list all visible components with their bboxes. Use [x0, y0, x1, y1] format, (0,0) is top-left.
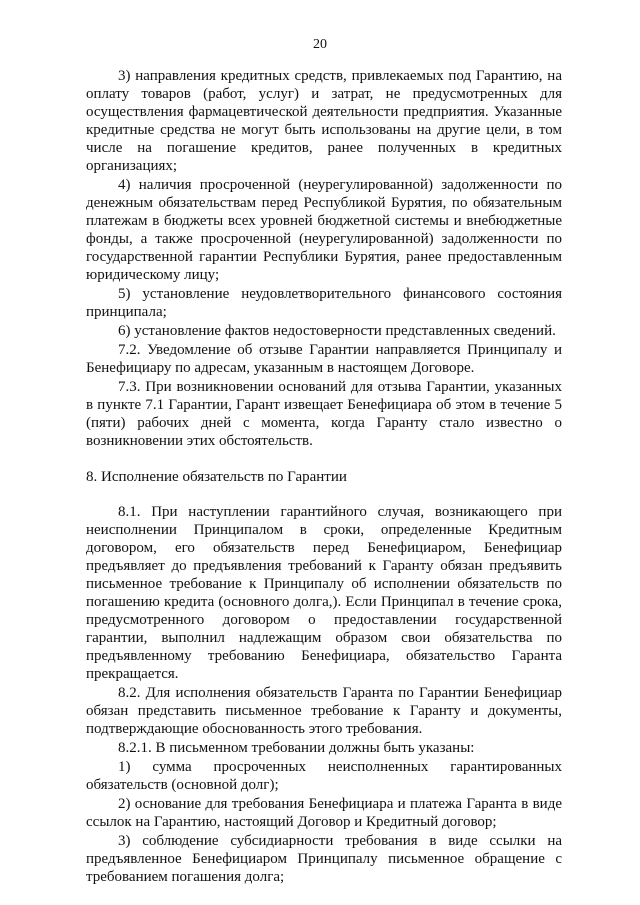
paragraph: 7.2. Уведомление об отзыве Гарантии направляется Принципалу и Бенефициару по адресам, указанным в настоящем Договоре.	[86, 342, 562, 376]
page-number: 20	[313, 37, 327, 52]
paragraph: 5) установление неудовлетворительного финансового состояния принципала;	[86, 286, 562, 320]
paragraph: 1) сумма просроченных неисполненных гарантированных обязательств (основной долг);	[86, 759, 562, 793]
paragraph: 2) основание для требования Бенефициара и платежа Гаранта в виде ссылок на Гарантию, настоящий Договор и Кредитный договор;	[86, 796, 562, 830]
paragraph: 3) направления кредитных средств, привлекаемых под Гарантию, на оплату товаров (работ, услуг) и затрат, не предусмотренных для осуществления фармацевтической деятельности предприятия. Указанные кредитные средства не могут быть использованы на другие цели, в том числе на погашение кредитов, ранее полученных в кредитных организациях;	[86, 68, 562, 174]
section-heading: 8. Исполнение обязательств по Гарантии	[86, 469, 347, 485]
paragraph: 4) наличия просроченной (неурегулированной) задолженности по денежным обязательствам перед Республикой Бурятия, по обязательным платежам в бюджеты всех уровней бюджетной системы и внебюджетные фонды, а также просроченной (неурегулированной) задолженности по государственной гарантии Республики Бурятия, ранее предоставленным юридическому лицу;	[86, 177, 562, 283]
paragraph: 8.2.1. В письменном требовании должны быть указаны:	[118, 740, 475, 756]
paragraph: 8.1. При наступлении гарантийного случая, возникающего при неисполнении Принципалом в сроки, определенные Кредитным договором, его обязательств перед Бенефициаром, Бенефициар предъявляет до предъявления требований к Гаранту обязан предъявить письменное требование к Принципалу об исполнении обязательств по погашению кредита (основного долга,). Если Принципал в течение срока, предусмотренного договором о предоставлении государственной гарантии, выполнил надлежащим образом свои обязательства по предъявленному требованию Бенефициара, обязательство Гаранта прекращается.	[86, 504, 562, 682]
paragraph: 8.2. Для исполнения обязательств Гаранта по Гарантии Бенефициар обязан представить письменное требование к Гаранту и документы, подтверждающие обоснованность этого требования.	[86, 685, 562, 737]
paragraph: 3) соблюдение субсидиарности требования в виде ссылки на предъявленное Бенефициаром Принципалу письменное обращение с требованием погашения долга;	[86, 833, 562, 885]
document-body	[86, 67, 562, 887]
paragraph: 6) установление фактов недостоверности представленных сведений.	[118, 323, 556, 339]
paragraph: 7.3. При возникновении оснований для отзыва Гарантии, указанных в пункте 7.1 Гарантии, Гарант извещает Бенефициара об этом в течение 5 (пяти) рабочих дней с момента, когда Гаранту стало известно о возникновении этих обстоятельств.	[86, 379, 562, 449]
